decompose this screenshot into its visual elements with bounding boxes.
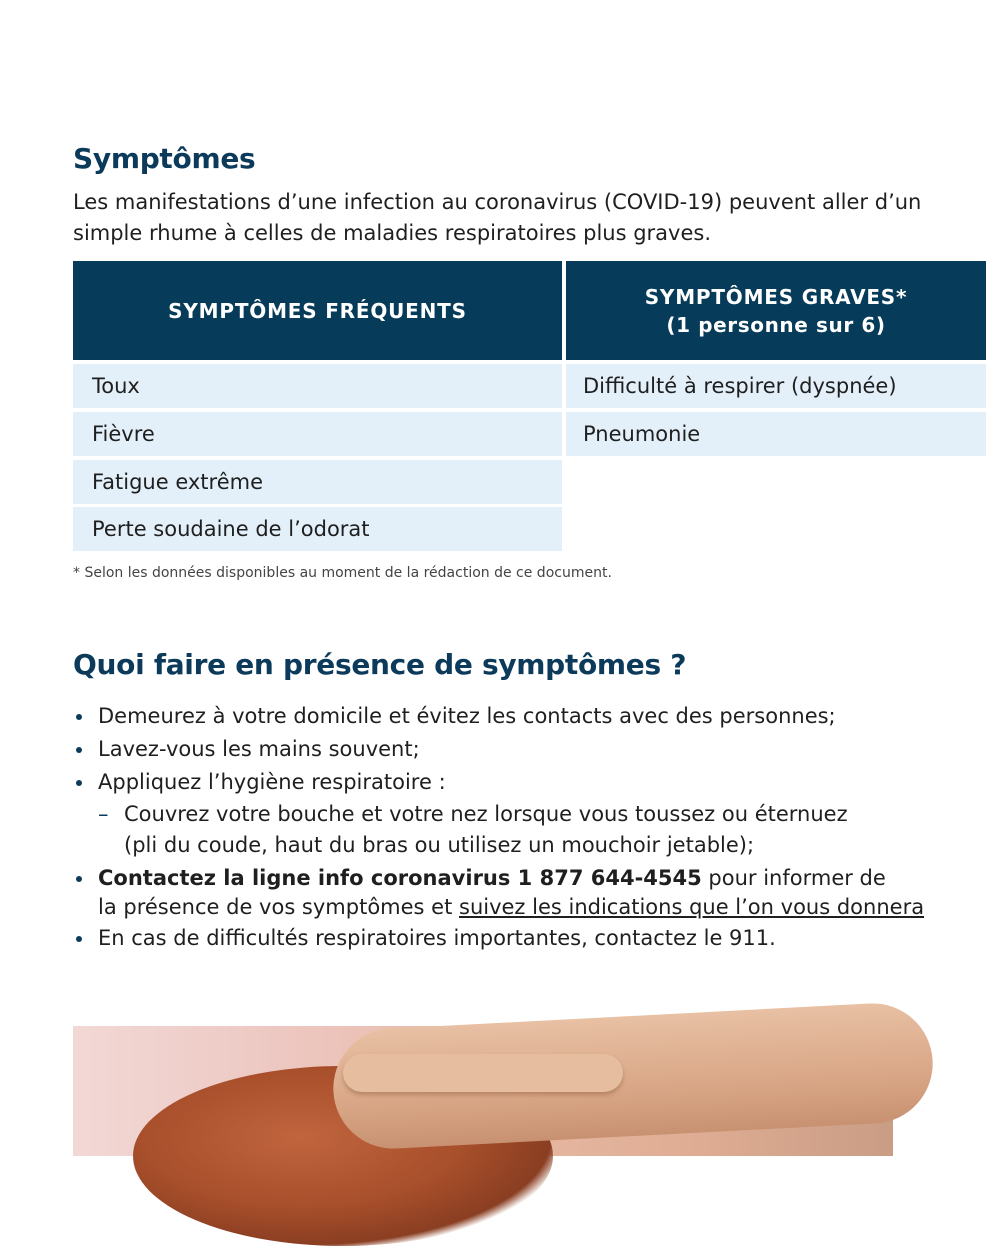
table-cell-severe: Pneumonie — [566, 412, 986, 456]
header-severe-label: SYMPTÔMES GRAVES* — [644, 284, 908, 309]
section-title-symptomes: Symptômes — [73, 142, 256, 175]
list-item-text: Lavez-vous les mains souvent; — [98, 737, 420, 761]
advice-list — [73, 700, 973, 955]
list-item — [73, 733, 973, 766]
sub-item-line-2: (pli du coude, haut du bras ou utilisez un mouchoir jetable); — [124, 833, 755, 857]
header-severe-sublabel: (1 personne sur 6) — [666, 312, 886, 337]
info-line-phone: Contactez la ligne info coronavirus 1 877 644-4545 — [98, 866, 702, 890]
list-item — [73, 922, 973, 955]
bullet-icon — [76, 747, 82, 753]
intro-paragraph — [73, 187, 973, 249]
intro-line-1: Les manifestations d’une infection au coronavirus (COVID-19) peuvent aller d’un — [73, 190, 922, 214]
list-item — [73, 700, 973, 733]
bullet-icon — [76, 714, 82, 720]
bullet-icon — [76, 876, 82, 882]
bullet-icon — [76, 780, 82, 786]
sub-item-line-1: Couvrez votre bouche et votre nez lorsque vous toussez ou éternuez — [124, 802, 848, 826]
table-header-severe — [566, 261, 986, 360]
table-cell-frequent: Perte soudaine de l’odorat — [73, 507, 562, 551]
table-cell-frequent: Fatigue extrême — [73, 460, 562, 504]
dash-icon: – — [98, 802, 109, 826]
follow-instructions-text: suivez les indications que l’on vous donnera — [459, 895, 925, 919]
sub-list-item — [98, 799, 973, 861]
section-title-quoi-faire: Quoi faire en présence de symptômes ? — [73, 648, 687, 681]
footnote: * Selon les données disponibles au moment de la rédaction de ce document. — [73, 565, 612, 581]
photo-hand-on-head — [73, 1026, 893, 1156]
intro-line-2: simple rhume à celles de maladies respiratoires plus graves. — [73, 221, 712, 245]
list-item-text: Demeurez à votre domicile et évitez les contacts avec des personnes; — [98, 704, 836, 728]
header-frequent-label: SYMPTÔMES FRÉQUENTS — [168, 298, 467, 323]
list-item-text: la présence de vos symptômes et — [98, 895, 459, 919]
list-item — [73, 861, 973, 922]
table-cell-frequent: Toux — [73, 364, 562, 408]
list-item — [73, 766, 973, 861]
table-cell-frequent: Fièvre — [73, 412, 562, 456]
bullet-icon — [76, 936, 82, 942]
table-cell-severe: Difficulté à respirer (dyspnée) — [566, 364, 986, 408]
photo-finger — [343, 1054, 623, 1092]
list-item-text: Appliquez l’hygiène respiratoire : — [98, 770, 446, 794]
list-item-text: pour informer de — [701, 866, 886, 890]
sub-list — [98, 799, 973, 861]
list-item-text: En cas de difficultés respiratoires importantes, contactez le 911. — [98, 926, 776, 950]
table-header-frequent — [73, 261, 562, 360]
